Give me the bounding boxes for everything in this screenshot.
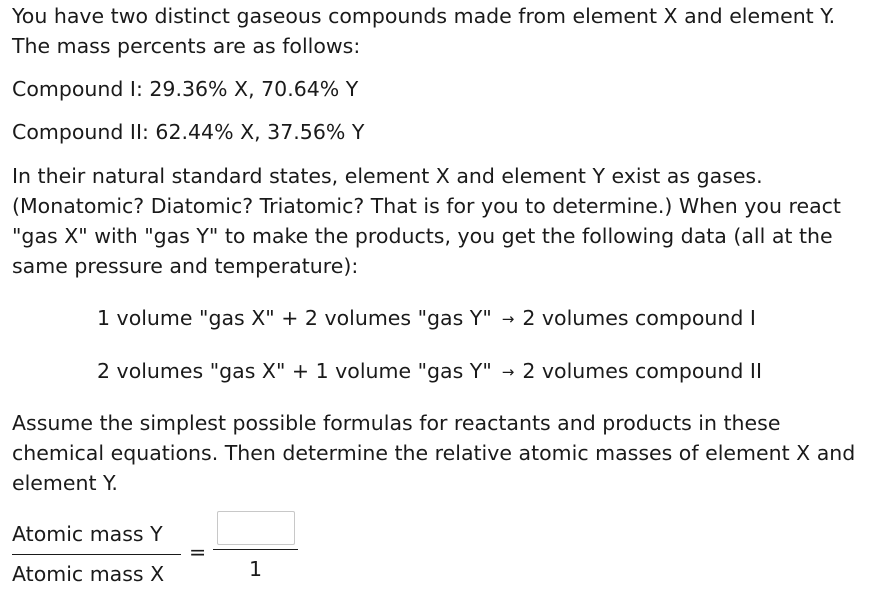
reaction-1 [97,303,756,334]
fraction-bar [213,549,298,550]
reaction-2 [97,356,762,387]
compound-2-composition: Compound II: 62.44% X, 37.56% Y [12,120,365,144]
reaction-2-product: 2 volumes compound II [522,359,762,383]
ratio-fraction [12,519,181,589]
answer-denominator: 1 [248,557,263,581]
states-text: In their natural standard states, element X and element Y exist as gases. (Monatomic? Diatomic? Triatomic? That is for you to determine.) When you react "gas X" with "gas Y" to make the products, you get the following data (all at the same pressure and temperature): [12,164,841,278]
arrow-right-icon: → [501,310,515,328]
reaction-2-reactants: 2 volumes "gas X" + 1 volume "gas Y" [97,359,492,383]
intro-text: You have two distinct gaseous compounds made from element X and element Y. The mass percents are as follows: [12,4,836,58]
answer-fraction [213,511,298,584]
arrow-right-icon: → [501,363,515,381]
reaction-1-reactants: 1 volume "gas X" + 2 volumes "gas Y" [97,306,492,330]
atomic-mass-ratio-input[interactable] [217,511,295,545]
reaction-1-product: 2 volumes compound I [522,306,756,330]
fraction-bar [12,554,181,555]
ratio-denominator: Atomic mass X [12,562,165,586]
equals-sign: = [189,540,207,564]
ratio-numerator: Atomic mass Y [12,522,163,546]
instructions-text: Assume the simplest possible formulas for reactants and products in these chemical equations. Then determine the relative atomic masses of element X and element Y. [12,411,856,495]
compound-1-composition: Compound I: 29.36% X, 70.64% Y [12,77,359,101]
